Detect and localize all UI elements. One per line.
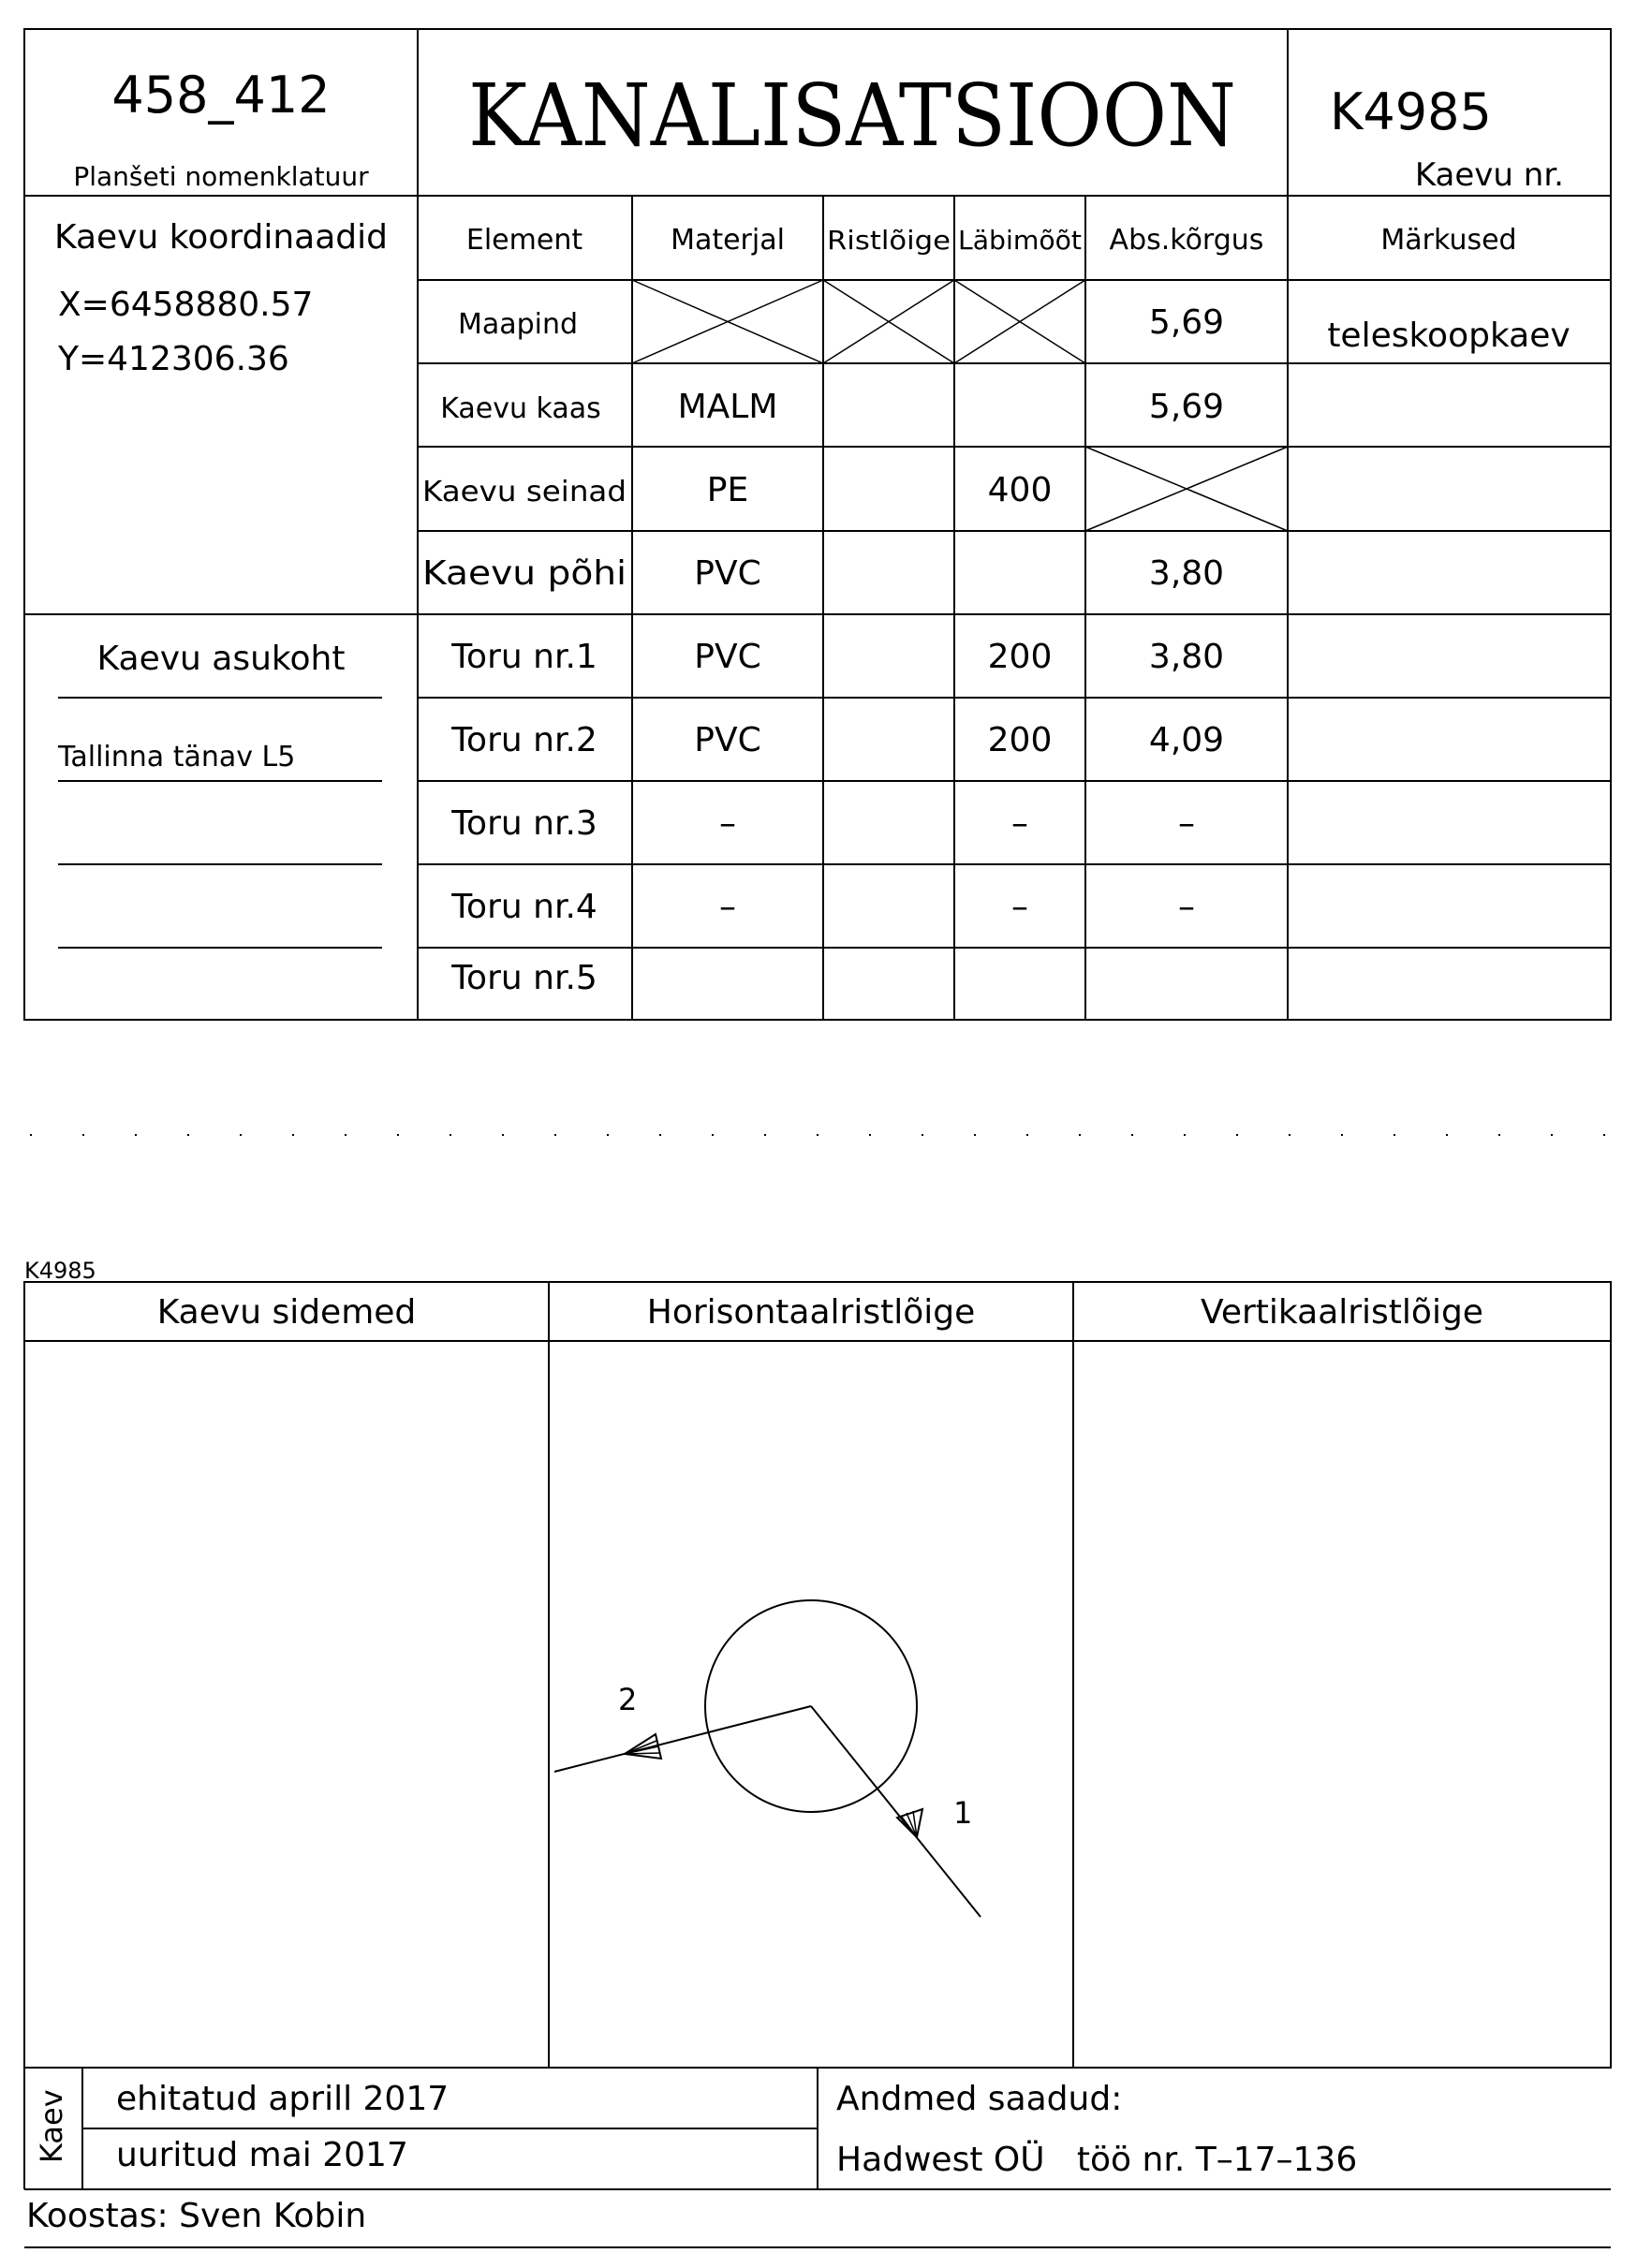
row-element: Toru nr.2	[451, 721, 597, 759]
col-vertical-title: Vertikaalristlõige	[1201, 1293, 1483, 1332]
footer-data-source: Hadwest OÜ töö nr. T–17–136	[836, 2141, 1358, 2179]
header-elevation: Abs.kõrgus	[1109, 224, 1264, 257]
col-horizontal-title: Horisontaalristlõige	[646, 1293, 976, 1332]
coordinate-y: Y=412306.36	[58, 340, 289, 378]
table-header	[466, 224, 1517, 257]
table-body	[422, 303, 1571, 997]
row-material: –	[719, 888, 736, 926]
footer-data-label: Andmed saadud:	[836, 2080, 1123, 2118]
row-diameter: –	[1011, 804, 1028, 843]
pipe-1-label: 1	[953, 1795, 973, 1831]
col-connections-title: Kaevu sidemed	[156, 1293, 417, 1332]
row-material: –	[719, 804, 736, 843]
row-elevation: –	[1178, 804, 1195, 843]
row-element: Toru nr.4	[451, 888, 597, 926]
coordinates-label: Kaevu koordinaadid	[53, 218, 389, 257]
lower-frame	[24, 1282, 1611, 2068]
row-material: PE	[706, 471, 749, 509]
manhole-number-label: Kaevu nr.	[1414, 156, 1564, 194]
row-elevation: 3,80	[1148, 638, 1225, 676]
row-element: Toru nr.1	[451, 638, 597, 676]
footer-built: ehitatud aprill 2017	[116, 2080, 450, 2118]
row-diameter: –	[1011, 888, 1028, 926]
pipe-2-label: 2	[618, 1682, 638, 1717]
row-elevation: 5,69	[1148, 388, 1225, 426]
row-material: PVC	[694, 638, 761, 676]
row-element: Maapind	[457, 308, 579, 341]
row-element: Kaevu seinad	[422, 476, 627, 508]
location-street: Tallinna tänav L5	[58, 741, 296, 773]
row-diameter: 200	[987, 638, 1053, 676]
row-elevation: –	[1178, 888, 1195, 926]
footer-surveyed: uuritud mai 2017	[116, 2136, 408, 2174]
row-element: Kaevu põhi	[422, 554, 627, 593]
header-notes: Märkused	[1380, 224, 1517, 257]
header-cross-section: Ristlõige	[827, 225, 951, 256]
row-material: PVC	[694, 721, 761, 759]
row-element: Kaevu kaas	[440, 392, 601, 425]
row-element: Toru nr.3	[451, 804, 597, 843]
location-label: Kaevu asukoht	[96, 640, 346, 678]
row-diameter: 200	[987, 721, 1053, 759]
header-element: Element	[465, 224, 583, 257]
row-diameter: 400	[987, 471, 1053, 509]
row-elevation: 5,69	[1148, 303, 1225, 342]
row-material: MALM	[677, 388, 778, 426]
sheet-small-label: K4985	[24, 1258, 96, 1284]
nomenclature-label: Planšeti nomenklatuur	[73, 161, 369, 192]
coordinate-x: X=6458880.57	[58, 286, 314, 324]
manhole-number-value: K4985	[1330, 82, 1492, 141]
pipe-2-line	[554, 1706, 811, 1772]
footer-author: Koostas: Sven Kobin	[26, 2197, 367, 2235]
footer-side-label: Kaev	[34, 2089, 69, 2163]
row-material: PVC	[694, 554, 761, 593]
header-diameter: Läbimõõt	[958, 225, 1083, 256]
page-title: KANALISATSIOON	[468, 66, 1236, 166]
row-notes: teleskoopkaev	[1327, 317, 1571, 355]
pipe-1-arrow	[897, 1809, 922, 1837]
nomenclature-value: 458_412	[111, 66, 331, 125]
row-element: Toru nr.5	[451, 959, 597, 997]
row-elevation: 3,80	[1148, 554, 1225, 593]
header-material: Materjal	[671, 224, 785, 257]
row-elevation: 4,09	[1148, 721, 1225, 759]
horizontal-cross-section	[554, 1600, 981, 1917]
